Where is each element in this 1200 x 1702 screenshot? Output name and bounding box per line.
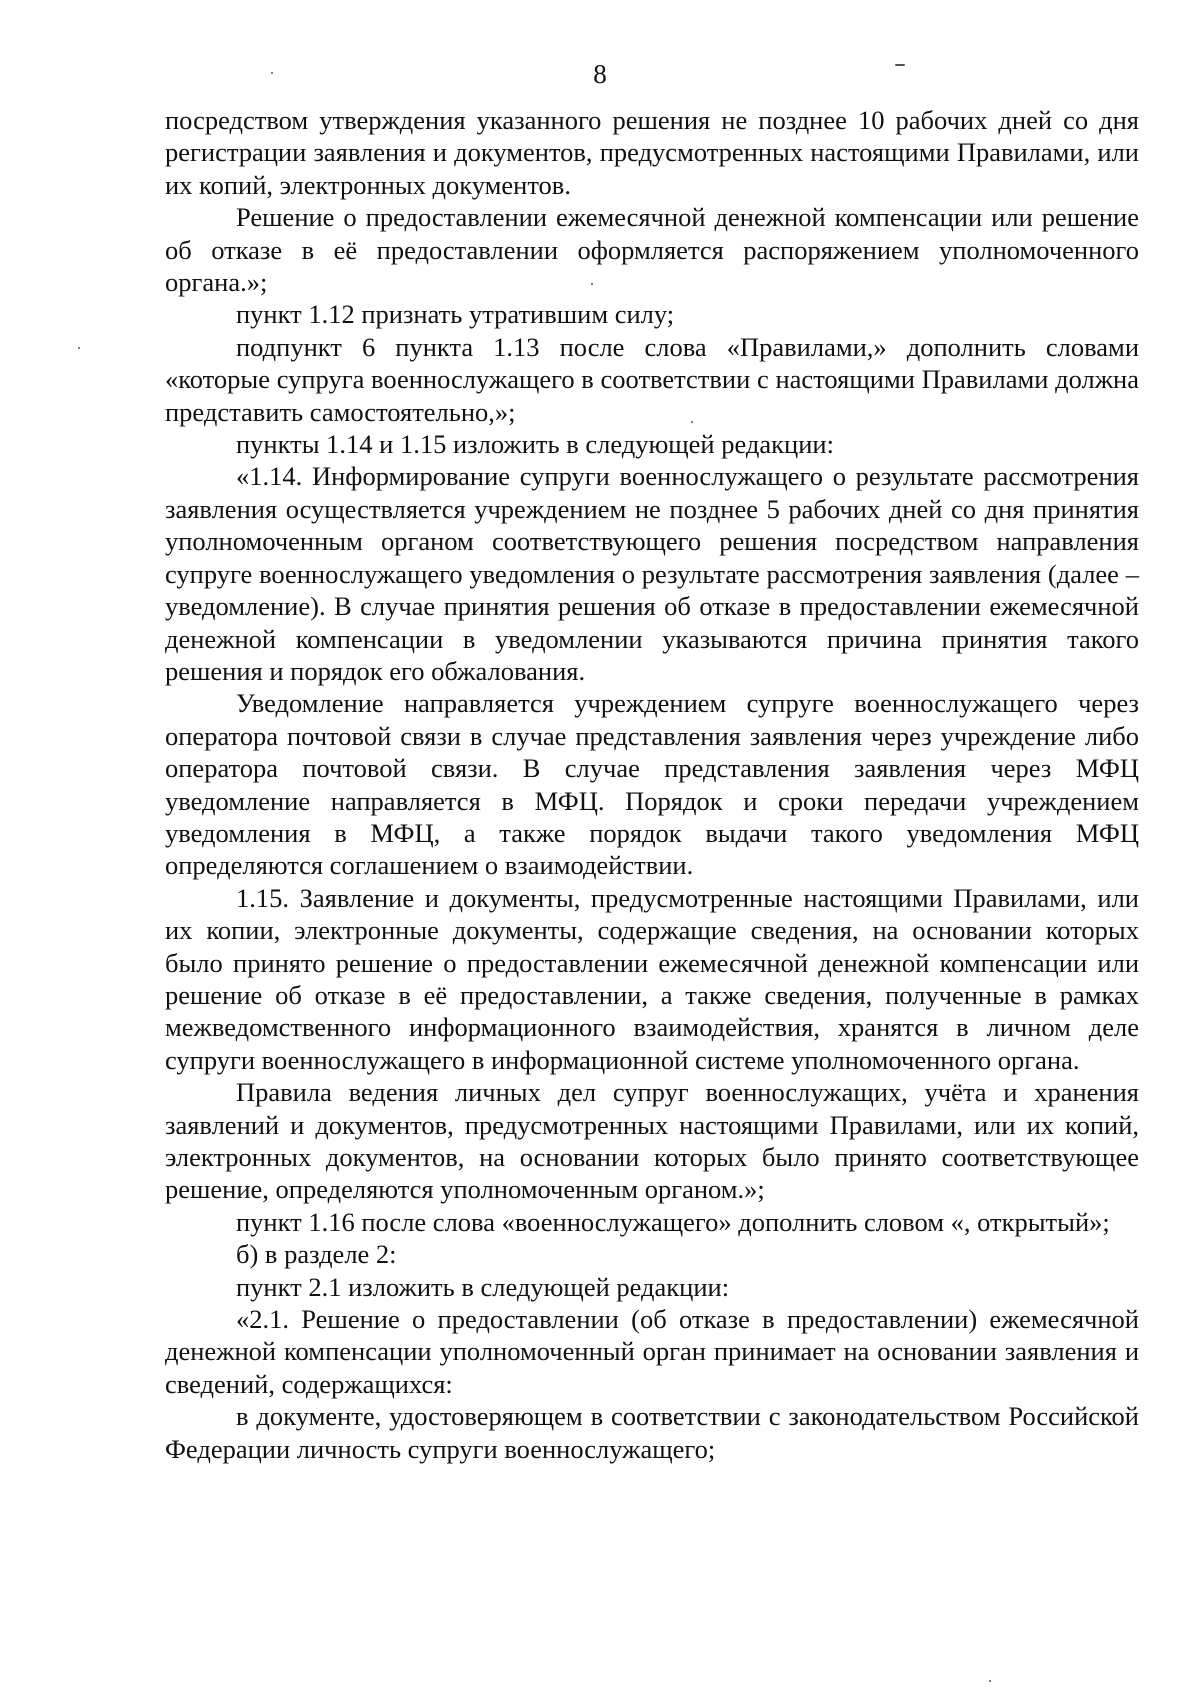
paragraph: «1.14. Информирование супруги военнослужащего о результате рассмотрения заявления осуществляется учреждением не позднее 5 рабочих дней со дня принятия уполномоченным органом соответствующего решения посредством направления супруге военнослужащего уведомления о результате рассмотрения заявления (далее – уведомление). В случае принятия решения об отказе в предоставлении ежемесячной денежной компенсации в уведомлении указываются причина принятия такого решения и порядок его обжалования.: [165, 461, 1139, 686]
paragraph: Уведомление направляется учреждением супруге военнослужащего через оператора почтовой связи в случае представления заявления через учреждение либо оператора почтовой связи. В случае представления заявления через МФЦ уведомление направляется в МФЦ. Порядок и сроки передачи учреждением уведомления в МФЦ, а также порядок выдачи такого уведомления МФЦ определяются соглашением о взаимодействии.: [165, 688, 1139, 881]
scan-speck: [691, 421, 693, 423]
paragraph: пункт 2.1 изложить в следующей редакции:: [236, 1271, 730, 1302]
scan-speck: [591, 283, 593, 285]
document-body: [165, 104, 1139, 1465]
paragraph: пункт 1.16 после слова «военнослужащего» дополнить словом «, открытый»;: [236, 1206, 1110, 1237]
paragraph: подпункт 6 пункта 1.13 после слова «Правилами,» дополнить словами «которые супруга военнослужащего в соответствии с настоящими Правилами должна представить самостоятельно,»;: [165, 331, 1139, 427]
page-number: 8: [593, 59, 607, 89]
paragraph: в документе, удостоверяющем в соответствии с законодательством Российской Федерации личность супруги военнослужащего;: [165, 1401, 1139, 1464]
paragraph: Правила ведения личных дел супруг военнослужащих, учёта и хранения заявлений и документов, предусмотренных настоящими Правилами, или их копий, электронных документов, на основании которых было принято соответствующее решение, определяются уполномоченным органом.»;: [165, 1077, 1139, 1205]
scan-speck: [78, 347, 80, 349]
scan-speck: [989, 1680, 991, 1682]
paragraph: б) в разделе 2:: [236, 1239, 397, 1270]
scan-speck: [271, 72, 273, 74]
paragraph: посредством утверждения указанного решения не позднее 10 рабочих дней со дня регистрации заявления и документов, предусмотренных настоящими Правилами, или их копий, электронных документов.: [165, 105, 1139, 200]
paragraph: пункт 1.12 признать утратившим силу;: [236, 299, 675, 330]
paragraph: Решение о предоставлении ежемесячной денежной компенсации или решение об отказе в её предоставлении оформляется распоряжением уполномоченного органа.»;: [165, 202, 1139, 298]
paragraph: «2.1. Решение о предоставлении (об отказе в предоставлении) ежемесячной денежной компенсации уполномоченный орган принимает на основании заявления и сведений, содержащихся:: [165, 1304, 1139, 1399]
paragraph: 1.15. Заявление и документы, предусмотренные настоящими Правилами, или их копии, электронные документы, содержащие сведения, на основании которых было принято решение о предоставлении ежемесячной денежной компенсации или решение об отказе в её предоставлении, а также сведения, полученные в рамках межведомственного информационного взаимодействия, хранятся в личном деле супруги военнослужащего в информационной системе уполномоченного органа.: [165, 882, 1139, 1075]
paragraph: пункты 1.14 и 1.15 изложить в следующей редакции:: [236, 429, 834, 460]
scan-speck: [895, 64, 905, 66]
